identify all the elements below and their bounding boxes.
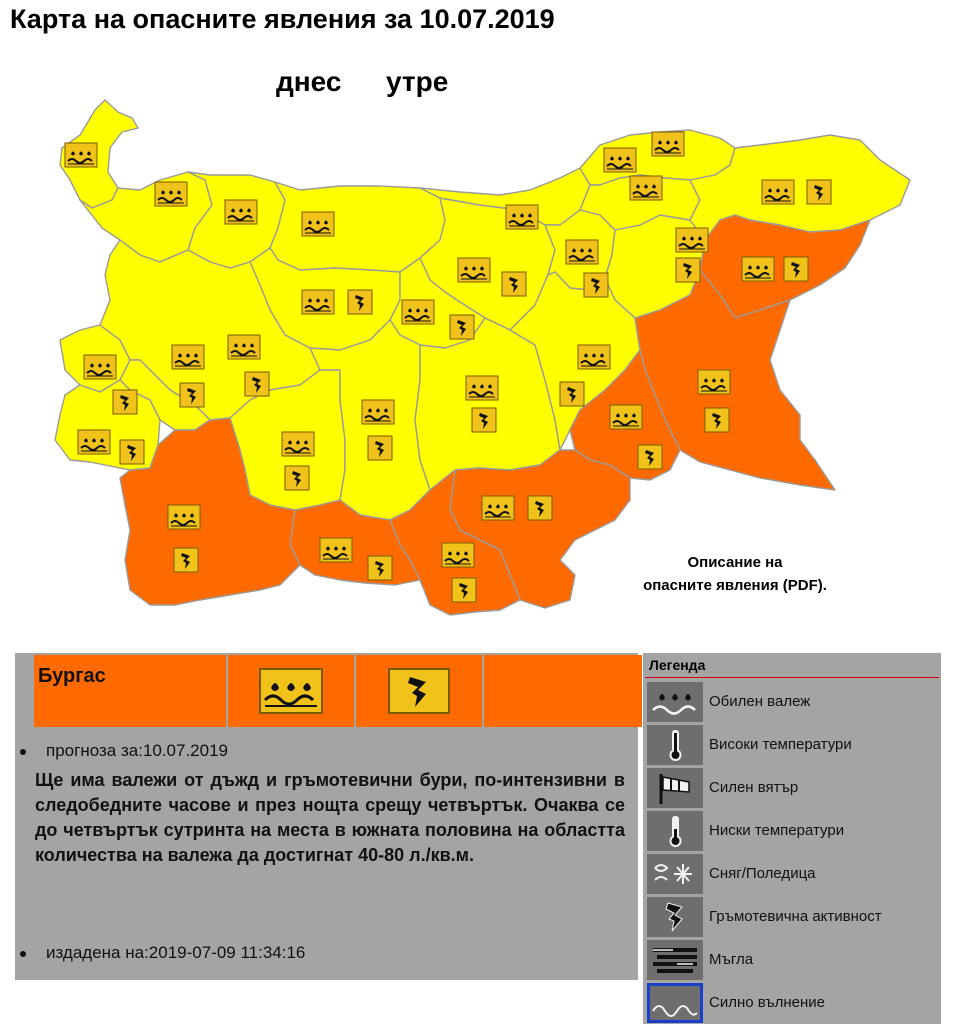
thunder-icon-varna [784, 257, 808, 281]
thunder-icon-dobrich [807, 180, 831, 204]
legend-item-heavy-rain [643, 681, 941, 723]
legend-label: Силно вълнение [709, 994, 825, 1011]
rain-icon-sofia-grad [172, 345, 204, 369]
rain-icon-yambol [610, 405, 642, 429]
rain-icon-shumen [676, 228, 708, 252]
legend-title: Легенда [649, 657, 706, 673]
rain-icon-varna [742, 257, 774, 281]
rain-icon-burgas [698, 370, 730, 394]
thunder-icon-gabrovo [450, 315, 474, 339]
rain-icon-dobrich [762, 180, 794, 204]
legend-label: Гръмотевична активност [709, 908, 882, 925]
rain-icon-razgrad [566, 240, 598, 264]
legend-item-fog [643, 939, 941, 981]
rain-icon-montana [155, 182, 187, 206]
rain-icon-pleven [302, 212, 334, 236]
region-name: Бургас [34, 655, 226, 727]
thunder-icon-shumen [676, 258, 700, 282]
legend-label: Мъгла [709, 951, 754, 968]
thunder-icon-burgas [705, 408, 729, 432]
rain-icon-plovdiv [362, 400, 394, 424]
region-hazard-row [34, 655, 642, 727]
thunder-icon-lovech [348, 290, 372, 314]
legend-item-high-temperature [643, 724, 941, 766]
bullet-icon [20, 749, 26, 755]
tab-today[interactable]: днес [276, 66, 342, 97]
heavy-rain-icon [259, 668, 323, 714]
legend-item-snow-ice [643, 853, 941, 895]
rain-icon-vratsa [225, 200, 257, 224]
thunder-icon-sliven [560, 382, 584, 406]
legend-divider [645, 677, 939, 678]
rain-icon-sliven [578, 345, 610, 369]
issued-label: издадена на: [46, 943, 149, 962]
thunder-icon-pazardzhik [285, 466, 309, 490]
rain-icon-sofia-oblast [228, 335, 260, 359]
strong-wind-icon [647, 768, 703, 808]
detail-empty-cell [484, 655, 642, 727]
rain-icon-smolyan [320, 538, 352, 562]
legend-label: Високи температури [709, 736, 852, 753]
low-temperature-icon [647, 811, 703, 851]
thunder-icon-yambol [638, 445, 662, 469]
thunder-icon-veliko-tarnovo [502, 272, 526, 296]
forecast-label: прогноза за: [46, 741, 143, 760]
thunderstorm-icon [647, 897, 703, 937]
page-title: Карта на опасните явления за 10.07.2019 [10, 4, 555, 34]
thunder-icon-plovdiv [368, 436, 392, 460]
legend-item-high-waves [643, 982, 941, 1024]
fog-icon [647, 940, 703, 980]
high-temperature-icon [647, 725, 703, 765]
bullet-icon [20, 951, 26, 957]
legend-panel [643, 653, 941, 1024]
forecast-date-line [20, 741, 228, 761]
rain-icon-targovishte-2 [630, 176, 662, 200]
warning-map [0, 95, 960, 630]
thunderstorm-icon [388, 668, 450, 714]
pdf-link-line-2: опасните явления (PDF). [643, 577, 827, 594]
legend-item-low-temperature [643, 810, 941, 852]
rain-icon-silistra [652, 132, 684, 156]
tab-tomorrow[interactable]: утре [386, 66, 449, 97]
warning-description: Ще има валежи от дъжд и гръмотевични бури, по-интензивни в следобедните часове и през нощта срещу четвъртък. Очаква се до четвъртък сутринта на места в южната половина на областта количества на валежа да достигнат 40-80 л./кв.м. [35, 770, 625, 865]
legend-label: Сняг/Поледица [709, 865, 816, 882]
rain-icon-targovishte-1 [604, 148, 636, 172]
rain-icon-gabrovo [402, 300, 434, 324]
rain-icon-ruse [506, 205, 538, 229]
high-waves-icon [647, 983, 703, 1023]
thunder-icon-pernik [113, 390, 137, 414]
thunder-icon-haskovo [528, 496, 552, 520]
thunder-icon-sofia-oblast [245, 372, 269, 396]
legend-item-thunderstorm [643, 896, 941, 938]
rain-icon-blagoevgrad [168, 505, 200, 529]
legend-label: Ниски температури [709, 822, 845, 839]
hazard-description-pdf-link[interactable] [640, 551, 830, 597]
thunder-icon-razgrad [584, 273, 608, 297]
thunder-icon-smolyan [368, 556, 392, 580]
thunder-icon-kardzhali [452, 578, 476, 602]
rain-icon-kyustendil [78, 430, 110, 454]
forecast-date: 10.07.2019 [142, 741, 229, 760]
rain-icon-pazardzhik [282, 432, 314, 456]
legend-item-strong-wind [643, 767, 941, 809]
legend-label: Силен вятър [709, 779, 799, 796]
issued-at: 2019-07-09 11:34:16 [148, 943, 306, 962]
rain-icon-haskovo [482, 496, 514, 520]
rain-icon-vidin [65, 143, 97, 167]
rain-icon-kardzhali [442, 543, 474, 567]
thunder-icon-stara-zagora [472, 408, 496, 432]
snow-ice-icon [647, 854, 703, 894]
heavy-rain-icon [647, 682, 703, 722]
detail-heavy-rain-cell [228, 655, 354, 727]
legend-label: Обилен валеж [709, 693, 811, 710]
rain-icon-lovech [302, 290, 334, 314]
thunder-icon-kyustendil [120, 440, 144, 464]
detail-thunderstorm-cell [356, 655, 482, 727]
thunder-icon-sofia-grad [180, 383, 204, 407]
rain-icon-stara-zagora [466, 376, 498, 400]
rain-icon-veliko-tarnovo [458, 258, 490, 282]
pdf-link-line-1: Описание на [687, 554, 783, 571]
rain-icon-pernik [84, 355, 116, 379]
issued-at-line [20, 943, 305, 963]
thunder-icon-blagoevgrad [174, 548, 198, 572]
